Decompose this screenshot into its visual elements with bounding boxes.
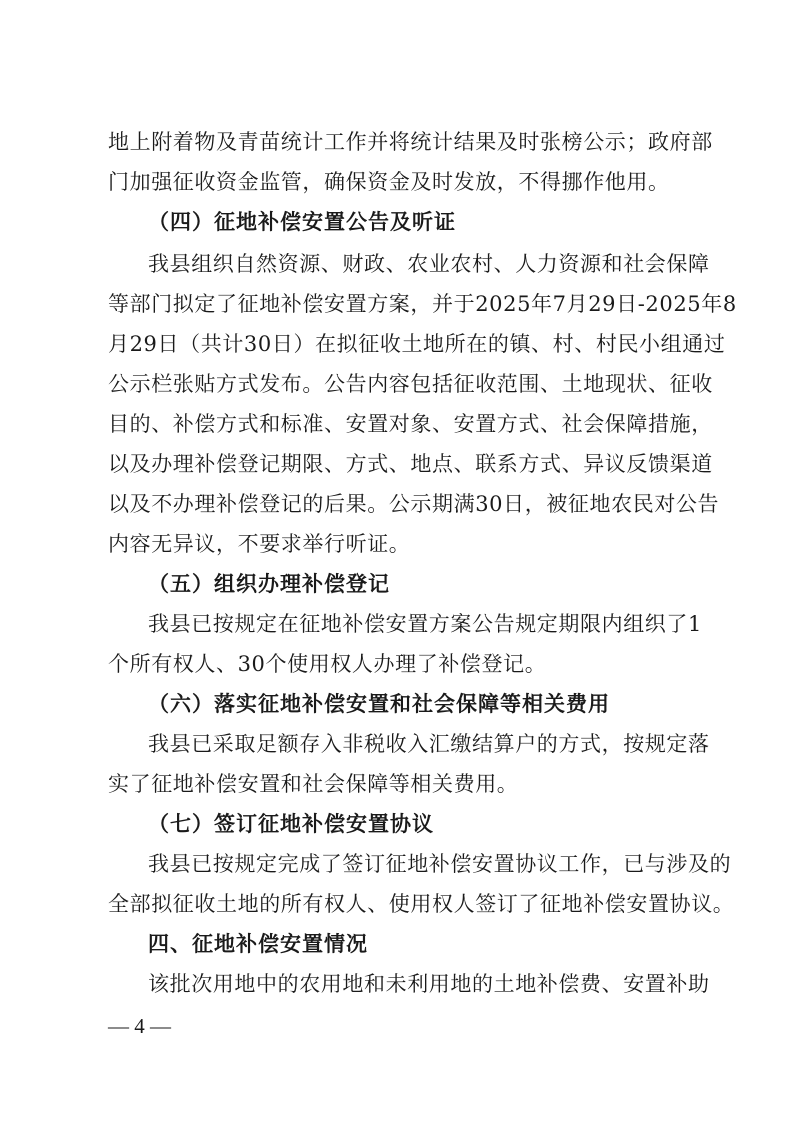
body-line: 等部门拟定了征地补偿安置方案，并于2025年7月29日-2025年8 [108, 292, 737, 316]
section-heading-7: （七）签订征地补偿安置协议 [148, 812, 434, 836]
body-line: 以及不办理补偿登记的后果。公示期满30日，被征地农民对公告 [108, 492, 720, 516]
section-heading-5: （五）组织办理补偿登记 [148, 572, 390, 596]
body-line: 我县组织自然资源、财政、农业农村、人力资源和社会保障 [148, 252, 710, 276]
body-line: 地上附着物及青苗统计工作并将统计结果及时张榜公示；政府部 [108, 130, 713, 154]
body-line: 我县已采取足额存入非税收入汇缴结算户的方式，按规定落 [148, 732, 710, 756]
body-line: 该批次用地中的农用地和未利用地的土地补偿费、安置补助 [148, 972, 710, 996]
body-line: 全部拟征收土地的所有权人、使用权人签订了征地补偿安置协议。 [108, 892, 735, 916]
body-line: 个所有权人、30个使用权人办理了补偿登记。 [108, 652, 547, 676]
chapter-heading: 四、征地补偿安置情况 [148, 932, 368, 956]
body-line: 公示栏张贴方式发布。公告内容包括征收范围、土地现状、征收 [108, 372, 713, 396]
body-line: 门加强征收资金监管，确保资金及时发放，不得挪作他用。 [108, 170, 670, 194]
section-heading-4: （四）征地补偿安置公告及听证 [148, 210, 456, 234]
section-heading-6: （六）落实征地补偿安置和社会保障等相关费用 [148, 692, 610, 716]
body-line: 月29日（共计30日）在拟征收土地所在的镇、村、村民小组通过 [108, 332, 726, 356]
body-line: 目的、补偿方式和标准、安置对象、安置方式、社会保障措施， [108, 412, 713, 436]
body-line: 我县已按规定在征地补偿安置方案公告规定期限内组织了1 [148, 612, 702, 636]
page-number: — 4 — [108, 1014, 171, 1038]
body-line: 内容无异议，不要求举行听证。 [108, 532, 411, 556]
body-line: 以及办理补偿登记期限、方式、地点、联系方式、异议反馈渠道 [108, 452, 713, 476]
body-line: 实了征地补偿安置和社会保障等相关费用。 [108, 772, 519, 796]
body-line: 我县已按规定完成了签订征地补偿安置协议工作，已与涉及的 [148, 852, 732, 876]
